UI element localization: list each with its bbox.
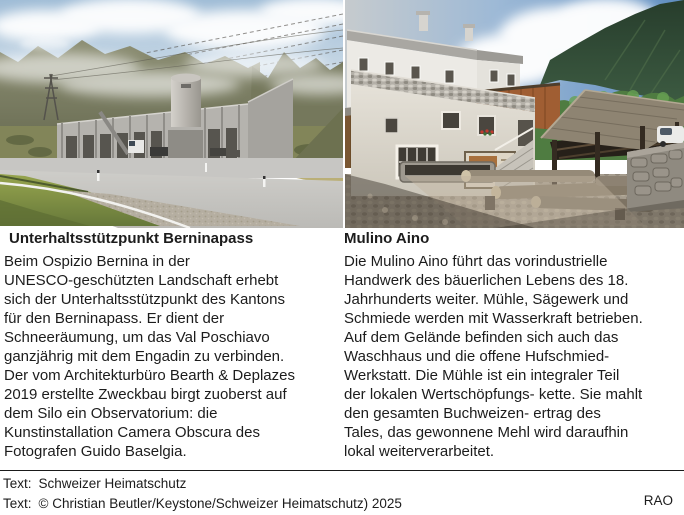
photo-credit-line xyxy=(3,494,402,514)
body-line: Fotografen Guido Baselgia. xyxy=(4,443,187,460)
body-line: den gesamten Buchweizen- ertrag des xyxy=(344,405,601,422)
body-line: ganzjährig mit dem Engadin zu verbinden. xyxy=(4,348,285,365)
body-line: Waschhaus und die offene Hufschmied- xyxy=(344,348,610,365)
photo-credit-value: © Christian Beutler/Keystone/Schweizer Heimatschutz) 2025 xyxy=(38,495,402,511)
body-line: Tales, das gewonnene Mehl wird daraufhin xyxy=(344,424,629,441)
article-body xyxy=(344,252,684,461)
text-credit-line xyxy=(3,474,402,494)
body-line: Auf dem Gelände befinden sich auch das xyxy=(344,329,619,346)
photo-mulino-aino xyxy=(345,0,684,228)
article-berninapass xyxy=(4,229,342,461)
body-line: Schmiede werden mit Wasserkraft betrieben. xyxy=(344,310,643,327)
body-line: Handwerk des bäuerlichen Lebens des 18. xyxy=(344,272,629,289)
body-line: Kunstinstallation Camera Obscura des xyxy=(4,424,260,441)
article-title: Unterhaltsstützpunkt Berninapass xyxy=(9,230,254,247)
body-line: Jahrhunderts weiter. Mühle, Sägewerk und xyxy=(344,291,629,308)
article-body xyxy=(4,252,342,461)
footer-divider xyxy=(0,470,684,471)
credits-block xyxy=(3,474,402,513)
body-line: Der vom Architekturbüro Bearth & Deplazes xyxy=(4,367,295,384)
body-line: lokal weiterverarbeitet. xyxy=(344,443,495,460)
body-line: Beim Ospizio Bernina in der xyxy=(4,253,190,270)
photo-credit-label: Text: xyxy=(3,495,32,511)
body-line: 2019 erstellte Zweckbau birgt zuoberst auf xyxy=(4,386,287,403)
body-line: dem Silo ein Observatorium: die xyxy=(4,405,218,422)
text-credit-label: Text: xyxy=(3,476,32,491)
body-line: Werkstatt. Die Mühle ist ein integraler Teil xyxy=(344,367,620,384)
photo-berninapass xyxy=(0,0,343,228)
body-line: der lokalen Wertschöpfungs- kette. Sie mahlt xyxy=(344,386,643,403)
body-line: Die Mulino Aino führt das vorindustrielle xyxy=(344,253,608,270)
body-line: sich der Unterhaltsstützpunkt des Kantons xyxy=(4,291,285,308)
body-line: Schneeräumung, um das Val Poschiavo xyxy=(4,329,270,346)
body-line: für den Berninapass. Er dient der xyxy=(4,310,225,327)
article-title: Mulino Aino xyxy=(344,230,430,247)
body-line: UNESCO-geschützten Landschaft erhebt xyxy=(4,272,279,289)
agency-code: RAO xyxy=(643,493,673,508)
text-credit-value: Schweizer Heimatschutz xyxy=(38,476,187,491)
article-mulino-aino xyxy=(344,229,684,461)
